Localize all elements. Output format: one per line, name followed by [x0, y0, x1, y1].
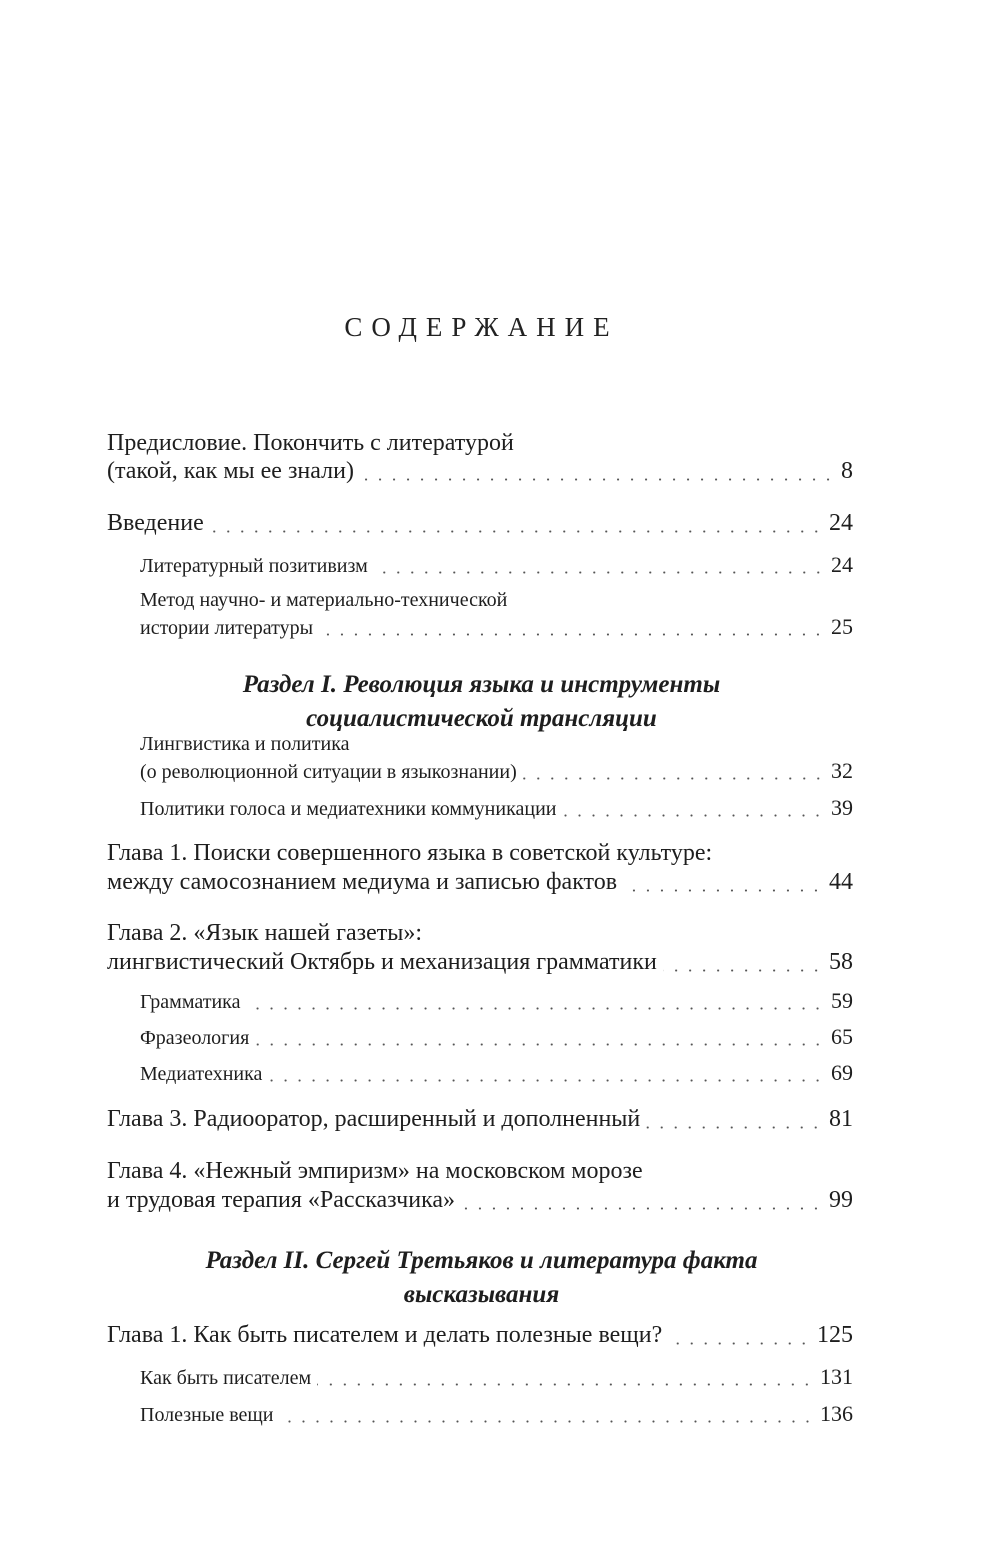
- page-number: 24: [829, 510, 853, 536]
- toc-subentry-line: [140, 1364, 853, 1390]
- toc-entry-line: [107, 1106, 853, 1133]
- toc-entry-title: Полезные вещи: [140, 1404, 274, 1426]
- toc-entry-title: Как быть писателем: [140, 1367, 312, 1389]
- dot-leader: [268, 1079, 825, 1082]
- dot-leader: [319, 633, 825, 636]
- section-heading: [0, 1244, 963, 1312]
- section-heading-line: социалистической трансляции: [306, 705, 657, 732]
- toc-subentry-line: [140, 552, 853, 578]
- toc-entry-line: [107, 949, 853, 976]
- dot-leader: [461, 1207, 823, 1210]
- toc-entry-title-cont: и трудовая терапия «Рассказчика»: [107, 1187, 456, 1213]
- page-number: 39: [831, 795, 853, 820]
- page-number: 99: [829, 1187, 853, 1213]
- dot-leader: [317, 1383, 814, 1386]
- section-heading-line: Раздел II. Сергей Третьяков и литература факта: [205, 1247, 758, 1274]
- toc-entry-title: Лингвистика и политика: [140, 733, 350, 755]
- toc-entry-title-cont: (такой, как мы ее знали): [107, 458, 354, 484]
- section-heading-line: Раздел I. Революция языка и инструменты: [242, 671, 721, 698]
- toc-entry-title: Политики голоса и медиатехники коммуникации: [140, 798, 557, 820]
- page-number: 25: [831, 614, 853, 639]
- dot-leader: [668, 1342, 811, 1345]
- page-number: 131: [820, 1364, 853, 1389]
- toc-entry-title: Фразеология: [140, 1027, 250, 1049]
- toc-subentry-line: [140, 988, 853, 1014]
- toc-entry-title: Предисловие. Покончить с литературой: [107, 430, 514, 456]
- page-number: 136: [820, 1401, 853, 1426]
- dot-leader: [523, 777, 825, 780]
- toc-subentry-line: [140, 1060, 853, 1086]
- toc-entry-title: Глава 4. «Нежный эмпиризм» на московском морозе: [107, 1158, 643, 1184]
- section-heading-line: высказывания: [403, 1281, 560, 1308]
- toc-entry-title: Глава 2. «Язык нашей газеты»:: [107, 920, 423, 946]
- toc-subentry-line: [140, 795, 853, 821]
- toc-entry-line: [107, 510, 853, 537]
- toc-entry-title-cont: истории литературы: [140, 617, 314, 639]
- toc-entry-title: Введение: [107, 510, 204, 536]
- toc-entry-line: [107, 458, 853, 485]
- toc-entry-title-cont: лингвистический Октябрь и механизация грамматики: [107, 949, 657, 975]
- page-number: 81: [829, 1106, 853, 1132]
- toc-entry-title-cont: между самосознанием медиума и записью фактов: [107, 869, 618, 895]
- dot-leader: [374, 571, 825, 574]
- toc-entry-line: [107, 920, 853, 947]
- page-number: 59: [831, 988, 853, 1013]
- toc-entry-line: [107, 840, 853, 867]
- section-heading: [0, 668, 963, 736]
- toc-entry-title: Метод научно- и материально-технической: [140, 589, 508, 611]
- toc-entry-title: Глава 3. Радиооратор, расширенный и дополненный: [107, 1106, 641, 1132]
- toc-entry-title: Литературный позитивизм: [140, 555, 368, 577]
- page-number: 125: [817, 1322, 853, 1348]
- page-number: 65: [831, 1024, 853, 1049]
- page-number: 69: [831, 1060, 853, 1085]
- dot-leader: [246, 1007, 825, 1010]
- page-number: 44: [829, 869, 853, 895]
- toc-subentry-line: [140, 589, 853, 612]
- dot-leader: [210, 530, 823, 533]
- dot-leader: [280, 1420, 814, 1423]
- dot-leader: [663, 969, 823, 972]
- toc-subentry-line: [140, 758, 853, 784]
- toc-entry-title: Глава 1. Как быть писателем и делать полезные вещи?: [107, 1322, 663, 1348]
- toc-subentry-line: [140, 1401, 853, 1427]
- dot-leader: [562, 814, 825, 817]
- toc-entry-line: [107, 1158, 853, 1185]
- toc-entry-title-cont: (о революционной ситуации в языкознании): [140, 761, 517, 783]
- dot-leader: [646, 1126, 823, 1129]
- page-title: СОДЕРЖАНИЕ: [344, 312, 619, 342]
- dot-leader: [623, 889, 823, 892]
- toc-subentry-line: [140, 1024, 853, 1050]
- page-number: 32: [831, 758, 853, 783]
- toc-entry-line: [107, 430, 853, 457]
- dot-leader: [360, 478, 835, 481]
- toc-entry-line: [107, 869, 853, 896]
- toc-entry-title: Глава 1. Поиски совершенного языка в советской культуре:: [107, 840, 713, 866]
- dot-leader: [255, 1043, 825, 1046]
- page-number: 8: [841, 458, 853, 484]
- page-number: 24: [831, 552, 853, 577]
- toc-subentry-line: [140, 733, 853, 756]
- toc-entry-title: Грамматика: [140, 991, 241, 1013]
- page-number: 58: [829, 949, 853, 975]
- toc-entry-title: Медиатехника: [140, 1063, 263, 1085]
- toc-subentry-line: [140, 614, 853, 640]
- toc-entry-line: [107, 1322, 853, 1349]
- toc-entry-line: [107, 1187, 853, 1214]
